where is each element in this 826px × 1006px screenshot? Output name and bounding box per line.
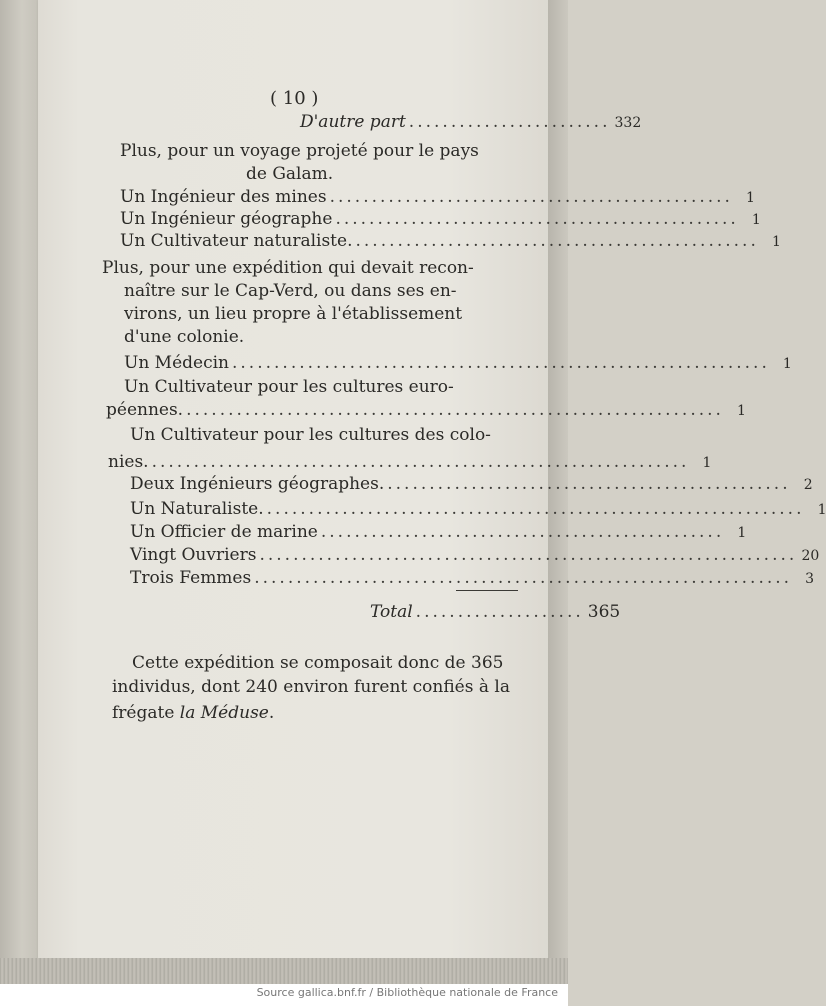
- leader-dots: ................................................: [355, 231, 759, 251]
- item-label: Un Officier de marine: [130, 522, 318, 542]
- capvert-item-ouvriers: [130, 544, 820, 567]
- capvert-item-ingenieurs: [130, 473, 813, 496]
- carry-over-row: [300, 111, 642, 134]
- leader-dots: ................................................: [335, 209, 739, 229]
- conclusion-prefix: frégate: [112, 703, 180, 723]
- capvert-intro-line-2: naître sur le Cap-Verd, ou dans ses en-: [124, 281, 457, 301]
- leader-dots: ................................................................: [254, 568, 793, 588]
- item-label: Deux Ingénieurs géographes.: [130, 474, 385, 494]
- item-value: 3: [805, 571, 815, 587]
- capvert-item-officier: [130, 521, 747, 544]
- capvert-intro-line-4: d'une colonie.: [124, 327, 245, 347]
- leader-dots: ................................................................: [259, 545, 798, 565]
- item-value: 1: [817, 502, 826, 518]
- capvert-intro-line-1: Plus, pour une expédition qui devait recon-: [102, 258, 474, 278]
- conclusion-line-2: individus, dont 240 environ furent confiés à la: [112, 677, 510, 697]
- leader-dots: ................................................................: [232, 353, 770, 373]
- item-label: nies.: [108, 452, 149, 472]
- item-value: 20: [801, 548, 820, 564]
- cultivateur-europe-row: [106, 399, 746, 422]
- cultivateur-colonies-row: [108, 451, 712, 474]
- total-row: [370, 601, 621, 623]
- item-value: 1: [782, 356, 792, 372]
- capvert-item-medecin: [124, 352, 792, 375]
- ship-name: la Méduse: [179, 703, 269, 723]
- item-value: 2: [803, 477, 813, 493]
- capvert-item-femmes: [130, 567, 815, 590]
- total-label: Total: [370, 602, 413, 622]
- item-label: Un Ingénieur des mines: [120, 187, 327, 207]
- item-value: 1: [702, 455, 712, 471]
- item-label: Un Ingénieur géographe: [120, 209, 333, 229]
- book-binding: [0, 0, 40, 990]
- cultivateur-colonies-line-1: Un Cultivateur pour les cultures des colo-: [130, 425, 491, 445]
- item-label: Trois Femmes: [130, 568, 252, 588]
- item-label: Un Cultivateur naturaliste.: [120, 231, 353, 251]
- item-value: 1: [737, 525, 747, 541]
- galam-intro-line-1: Plus, pour un voyage projeté pour le pays: [120, 141, 479, 161]
- item-value: 1: [771, 234, 781, 250]
- total-rule: [456, 590, 518, 591]
- capvert-item-naturaliste: [130, 498, 826, 521]
- galam-intro-line-2: de Galam.: [246, 164, 334, 184]
- leader-dots: ................................................................: [266, 499, 805, 519]
- carry-over-value: 332: [614, 115, 642, 131]
- conclusion-suffix: .: [268, 703, 275, 723]
- conclusion-line-3: [112, 702, 274, 724]
- page-number: ( 10 ): [270, 88, 319, 109]
- total-value: 365: [587, 602, 621, 622]
- leader-dots: ....................: [415, 602, 584, 622]
- leader-dots: ................................................................: [151, 452, 690, 472]
- cultivateur-europe-line-1: Un Cultivateur pour les cultures euro-: [124, 377, 454, 397]
- leader-dots: ................................................: [320, 522, 725, 542]
- leader-dots: ................................................: [329, 187, 733, 207]
- leader-dots: ........................: [408, 112, 611, 132]
- conclusion-line-1: Cette expédition se composait donc de 365: [132, 653, 504, 673]
- leader-dots: ................................................................: [186, 400, 724, 420]
- item-label: Un Naturaliste.: [130, 499, 264, 519]
- item-label: Un Médecin: [124, 353, 229, 373]
- leader-dots: ................................................: [387, 474, 791, 494]
- source-credit: Source gallica.bnf.fr / Bibliothèque nationale de France: [256, 986, 558, 999]
- carry-over-label: D'autre part: [300, 112, 406, 132]
- item-value: 1: [751, 212, 761, 228]
- item-value: 1: [737, 403, 746, 419]
- item-label: péennes.: [106, 400, 184, 420]
- galam-item-geographe: [120, 208, 761, 231]
- item-value: 1: [746, 190, 755, 206]
- page-stack-bottom: [0, 958, 568, 984]
- galam-item-mines: [120, 186, 755, 209]
- galam-item-naturaliste: [120, 230, 781, 253]
- capvert-intro-line-3: virons, un lieu propre à l'établissement: [124, 304, 463, 324]
- item-label: Vingt Ouvriers: [130, 545, 257, 565]
